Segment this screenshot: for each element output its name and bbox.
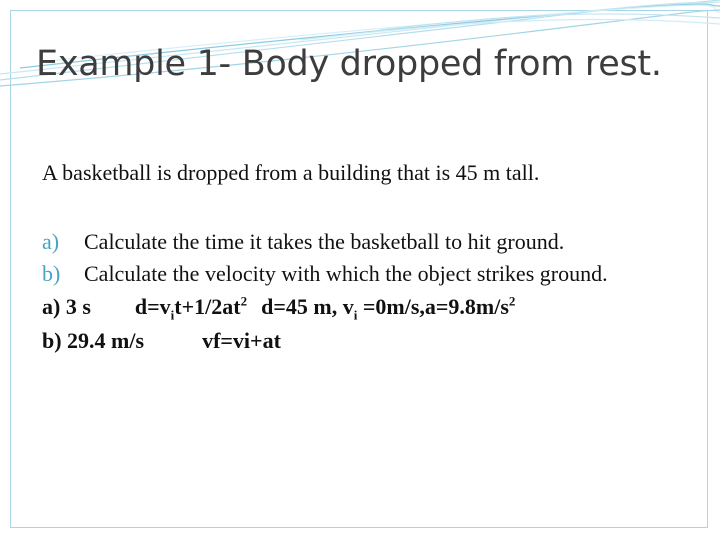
problem-statement: A basketball is dropped from a building that is 45 m tall. bbox=[42, 160, 540, 185]
answer-a bbox=[42, 290, 702, 324]
equation-superscript: 2 bbox=[240, 293, 248, 309]
question-list bbox=[42, 226, 702, 290]
given-superscript: 2 bbox=[508, 293, 516, 309]
answer-b-formula: vf=vi+at bbox=[202, 328, 281, 353]
list-marker: a) bbox=[42, 229, 60, 254]
slide-title: Example 1- Body dropped from rest. bbox=[36, 44, 662, 84]
question-item-b bbox=[42, 258, 702, 290]
question-item-a bbox=[42, 226, 702, 258]
equation-mid: t+1/2at bbox=[174, 294, 241, 319]
equation-subscript: i bbox=[170, 307, 175, 323]
answer-b bbox=[42, 324, 702, 358]
given-subscript: i bbox=[353, 307, 358, 323]
question-text: Calculate the time it takes the basketball to hit ground. bbox=[84, 229, 565, 254]
question-text: Calculate the velocity with which the object strikes ground. bbox=[84, 261, 608, 286]
given-mid: =0m/s,a=9.8m/s bbox=[357, 294, 509, 319]
list-marker: b) bbox=[42, 261, 61, 286]
answer-b-label: b) 29.4 m/s bbox=[42, 328, 145, 353]
given-prefix: d=45 m, v bbox=[261, 294, 354, 319]
equation-prefix: d=v bbox=[134, 294, 171, 319]
slide-body bbox=[42, 156, 702, 358]
answer-a-label: a) 3 s bbox=[42, 294, 91, 319]
